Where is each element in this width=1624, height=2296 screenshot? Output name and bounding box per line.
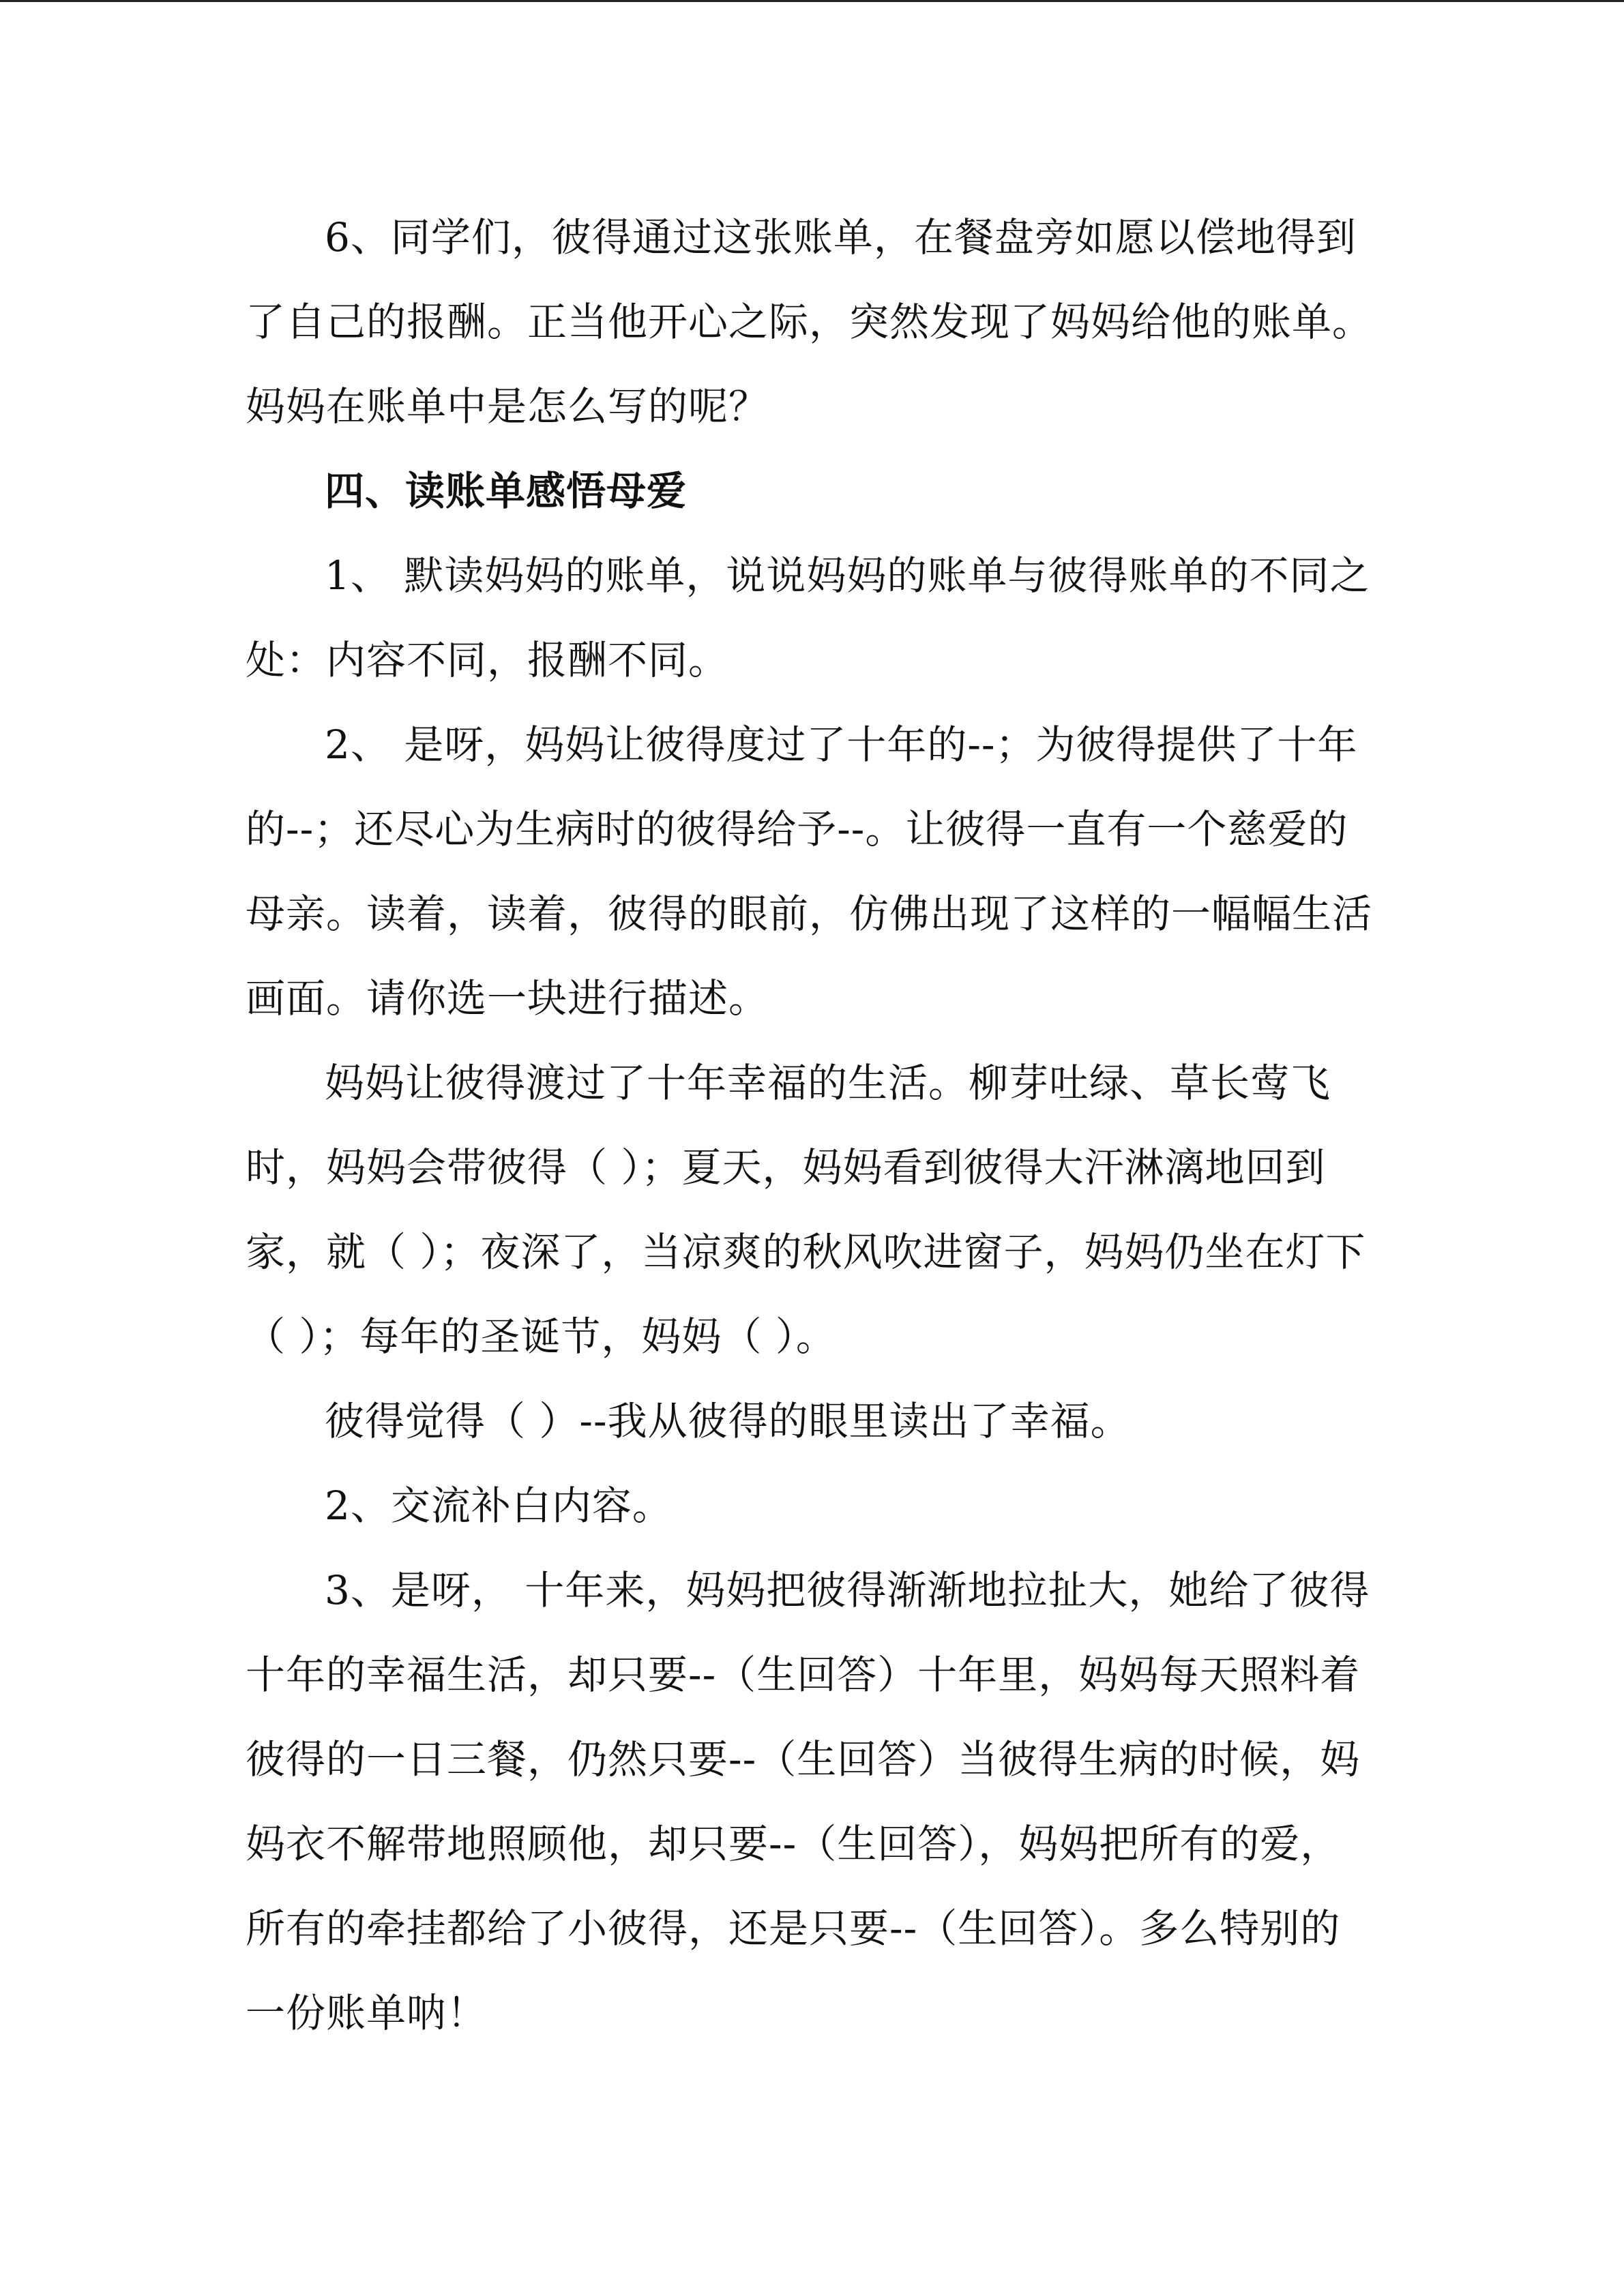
paragraph-2-exchange: 2、交流补白内容。 [325,1482,673,1529]
paragraph-6-bill-intro: 6、同学们，彼得通过这张账单，在餐盘旁如愿以偿地得到了自己的报酬。正当他开心之际，突然发现了妈妈给他的账单。妈妈在账单中是怎么写的呢？ [246,214,1373,430]
paragraph-peter-feels: 彼得觉得（ ）--我从彼得的眼里读出了幸福。 [325,1398,1131,1444]
paragraph-fill-in-blanks: 妈妈让彼得渡过了十年幸福的生活。柳芽吐绿、草长莺飞时，妈妈会带彼得（ ）；夏天，妈妈看到彼得大汗淋漓地回到家，就（ ）；夜深了，当凉爽的秋风吹进窗子，妈妈仍坐在灯下（ ）；每年的圣诞节，妈妈（ ）。 [246,1060,1366,1360]
paragraph-3-special-bill: 3、是呀， 十年来，妈妈把彼得渐渐地拉扯大，她给了彼得十年的幸福生活，却只要--（生回答）十年里，妈妈每天照料着彼得的一日三餐，仍然只要--（生回答）当彼得生病的时候，妈妈衣不解带地照顾他，却只要--（生回答），妈妈把所有的爱，所有的牵挂都给了小彼得，还是只要--（生回答）。多么特别的一份账单呐！ [246,1567,1370,2036]
document-body [246,195,1378,2055]
page-top-border [0,0,1624,2]
paragraph-2-ten-years: 2、 是呀，妈妈让彼得度过了十年的--；为彼得提供了十年的--；还尽心为生病时的彼得给予--。让彼得一直有一个慈爱的母亲。读着，读着，彼得的眼前，仿佛出现了这样的一幅幅生活画面。请你选一块进行描述。 [246,721,1373,1022]
paragraph-1-read-bill: 1、 默读妈妈的账单，说说妈妈的账单与彼得账单的不同之处：内容不同，报酬不同。 [246,552,1370,683]
section-heading-four: 四、读账单感悟母爱 [325,468,688,514]
